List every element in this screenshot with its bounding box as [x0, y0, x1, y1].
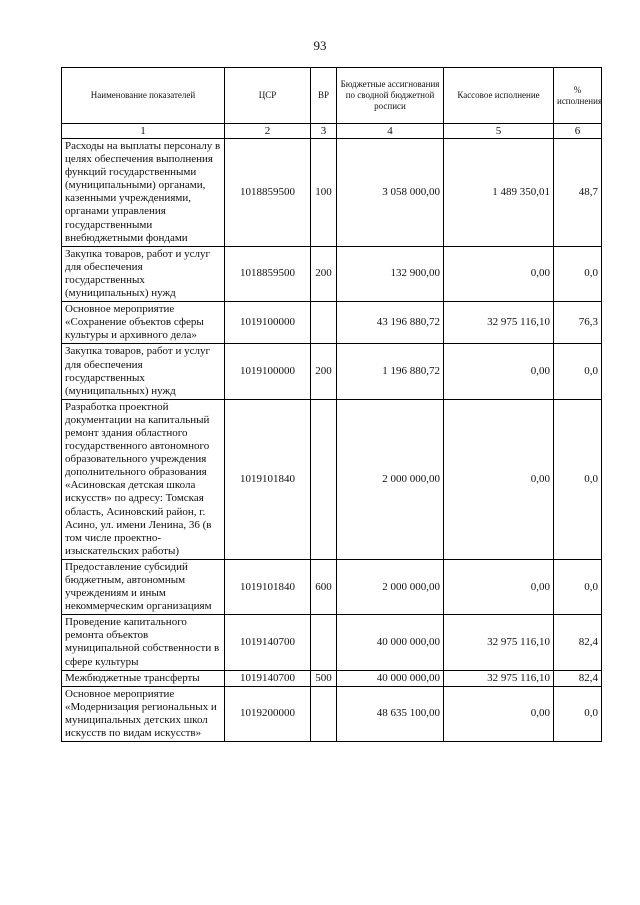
row-budget: 1 196 880,72 — [337, 344, 444, 399]
row-cash: 0,00 — [444, 246, 554, 301]
row-csr: 1019100000 — [225, 302, 311, 344]
row-cash: 0,00 — [444, 399, 554, 559]
row-csr: 1019140700 — [225, 615, 311, 670]
row-csr: 1018859500 — [225, 246, 311, 301]
row-name: Предоставление субсидий бюджетным, автономным учреждениям и иным некоммерческим организациям — [62, 559, 225, 614]
column-number-row — [62, 124, 602, 139]
row-cash: 32 975 116,10 — [444, 302, 554, 344]
row-csr: 1019100000 — [225, 344, 311, 399]
row-percent: 0,0 — [554, 344, 602, 399]
table-row — [62, 686, 602, 741]
row-name: Закупка товаров, работ и услуг для обеспечения государственных (муниципальных) нужд — [62, 246, 225, 301]
header-csr: ЦСР — [225, 68, 311, 124]
row-csr: 1019101840 — [225, 399, 311, 559]
row-vr — [311, 399, 337, 559]
column-number: 2 — [225, 124, 311, 139]
row-name: Разработка проектной документации на капитальный ремонт здания областного государственного автономного образовательного учреждения дополнительного образования «Асиновская детская школа искусств» по адресу: Томская область, Асиновский район, г. Асино, ул. имени Ленина, 36 (в том числе проектно-изыскательских работы) — [62, 399, 225, 559]
row-percent: 76,3 — [554, 302, 602, 344]
row-csr: 1019101840 — [225, 559, 311, 614]
page-number: 93 — [313, 38, 327, 53]
row-name: Основное мероприятие «Модернизация региональных и муниципальных детских школ искусств по видам искусств» — [62, 686, 225, 741]
table-row — [62, 139, 602, 247]
row-percent: 0,0 — [554, 686, 602, 741]
header-percent: % исполнения — [554, 68, 602, 124]
table-row — [62, 559, 602, 614]
header-vr: ВР — [311, 68, 337, 124]
row-budget: 40 000 000,00 — [337, 670, 444, 686]
row-percent: 0,0 — [554, 559, 602, 614]
row-cash: 0,00 — [444, 344, 554, 399]
row-percent: 0,0 — [554, 399, 602, 559]
row-vr: 500 — [311, 670, 337, 686]
row-cash: 32 975 116,10 — [444, 670, 554, 686]
row-percent: 82,4 — [554, 670, 602, 686]
row-vr: 100 — [311, 139, 337, 247]
row-cash: 1 489 350,01 — [444, 139, 554, 247]
column-number: 3 — [311, 124, 337, 139]
row-vr: 600 — [311, 559, 337, 614]
table-row — [62, 302, 602, 344]
row-percent: 48,7 — [554, 139, 602, 247]
header-budget: Бюджетные ассигнования по сводной бюджетной росписи — [337, 68, 444, 124]
table-row — [62, 344, 602, 399]
row-vr — [311, 302, 337, 344]
row-vr: 200 — [311, 246, 337, 301]
budget-execution-table — [61, 67, 602, 742]
row-csr: 1019140700 — [225, 670, 311, 686]
table-row — [62, 246, 602, 301]
row-name: Расходы на выплаты персоналу в целях обеспечения выполнения функций государственными (муниципальными) органами, казенными учреждениями, органами управления государственными внебюджетными фондами — [62, 139, 225, 247]
row-name: Межбюджетные трансферты — [62, 670, 225, 686]
row-name: Закупка товаров, работ и услуг для обеспечения государственных (муниципальных) нужд — [62, 344, 225, 399]
table-row — [62, 670, 602, 686]
column-number: 1 — [62, 124, 225, 139]
column-number: 4 — [337, 124, 444, 139]
column-number: 5 — [444, 124, 554, 139]
row-budget: 43 196 880,72 — [337, 302, 444, 344]
row-csr: 1018859500 — [225, 139, 311, 247]
row-percent: 82,4 — [554, 615, 602, 670]
row-cash: 0,00 — [444, 559, 554, 614]
row-name: Проведение капитального ремонта объектов муниципальной собственности в сфере культуры — [62, 615, 225, 670]
row-vr — [311, 686, 337, 741]
row-budget: 40 000 000,00 — [337, 615, 444, 670]
row-name: Основное мероприятие «Сохранение объектов сферы культуры и архивного дела» — [62, 302, 225, 344]
header-cash: Кассовое исполнение — [444, 68, 554, 124]
row-budget: 3 058 000,00 — [337, 139, 444, 247]
row-budget: 2 000 000,00 — [337, 399, 444, 559]
row-vr: 200 — [311, 344, 337, 399]
row-budget: 48 635 100,00 — [337, 686, 444, 741]
row-vr — [311, 615, 337, 670]
row-cash: 32 975 116,10 — [444, 615, 554, 670]
row-csr: 1019200000 — [225, 686, 311, 741]
row-percent: 0,0 — [554, 246, 602, 301]
table-row — [62, 615, 602, 670]
row-budget: 2 000 000,00 — [337, 559, 444, 614]
table-header-row — [62, 68, 602, 124]
row-budget: 132 900,00 — [337, 246, 444, 301]
row-cash: 0,00 — [444, 686, 554, 741]
column-number: 6 — [554, 124, 602, 139]
table-row — [62, 399, 602, 559]
header-name: Наименование показателей — [62, 68, 225, 124]
